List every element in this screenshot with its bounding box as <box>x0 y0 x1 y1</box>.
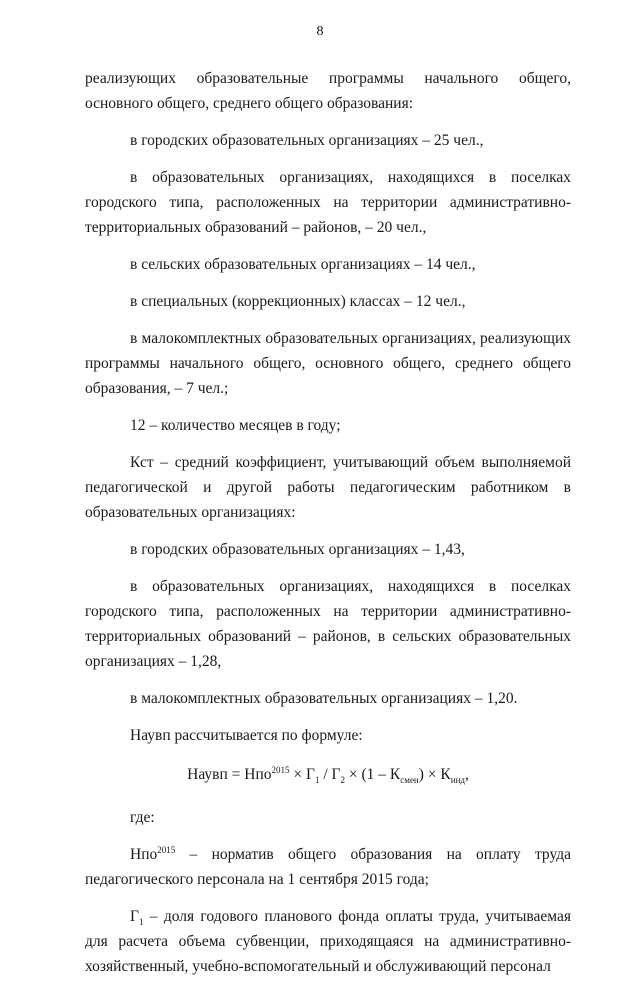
paragraph-12: Наувп рассчитывается по формуле: <box>130 727 363 744</box>
formula-sub-2: 2 <box>340 775 345 786</box>
npo-definition: – норматив общего образования на оплату труда педагогического персонала на 1 сентября 2015 года; <box>85 846 571 888</box>
formula <box>85 762 571 787</box>
formula-sub-ind: инд <box>450 775 465 786</box>
g1-sub: 1 <box>138 917 144 928</box>
paragraph-7: 12 – количество месяцев в году; <box>130 417 341 434</box>
paragraph-11: в малокомплектных образовательных организациях – 1,20. <box>130 690 518 707</box>
paragraph-6: в малокомплектных образовательных организациях, реализующих программы начального общего, основного общего, среднего общего образования, – 7 чел.; <box>85 330 571 397</box>
formula-year-sup: 2015 <box>271 764 290 775</box>
where-label: где: <box>130 809 155 826</box>
page-number: 8 <box>316 24 324 39</box>
npo-symbol: Нпо <box>130 846 158 863</box>
formula-part: × (1 – К <box>345 766 401 783</box>
paragraph-2: в городских образовательных организациях – 25 чел., <box>130 132 484 149</box>
paragraph-8: Кст – средний коэффициент, учитывающий объем выполняемой педагогической и другой работы педагогическим работником в образовательных организациях: <box>85 454 571 521</box>
document-body <box>85 66 571 991</box>
paragraph-3: в образовательных организациях, находящихся в поселках городского типа, расположенных на территории административно-территориальных образований – районов, – 20 чел., <box>85 169 571 236</box>
npo-year-sup: 2015 <box>157 844 176 855</box>
formula-sub-1: 1 <box>314 775 320 786</box>
formula-part: ) × К <box>418 766 451 783</box>
formula-end: , <box>464 766 469 783</box>
paragraph-5: в специальных (коррекционных) классах – 12 чел., <box>130 293 466 310</box>
paragraph-9: в городских образовательных организациях – 1,43, <box>130 541 465 558</box>
g1-symbol: Г <box>130 908 139 925</box>
formula-part: × Г <box>289 766 315 783</box>
formula-sub-smen: смен <box>400 775 419 786</box>
definition-npo <box>85 842 571 892</box>
g1-definition: – доля годового планового фонда оплаты труда, учитываемая для расчета объема субвенции, приходящаяся на административно-хозяйственный, учебно-вспомогательный и обслуживающий персонал <box>85 908 571 975</box>
formula-lhs: Наувп = Нпо <box>187 766 272 783</box>
definition-g1 <box>85 904 571 979</box>
paragraph-1: реализующих образовательные программы начального общего, основного общего, среднего общего образования: <box>85 70 571 112</box>
paragraph-4: в сельских образовательных организациях – 14 чел., <box>130 256 476 273</box>
formula-part: / Г <box>319 766 341 783</box>
paragraph-10: в образовательных организациях, находящихся в поселках городского типа, расположенных на территории административно-территориальных образований – районов, в сельских образовательных организациях – 1,28, <box>85 578 571 670</box>
